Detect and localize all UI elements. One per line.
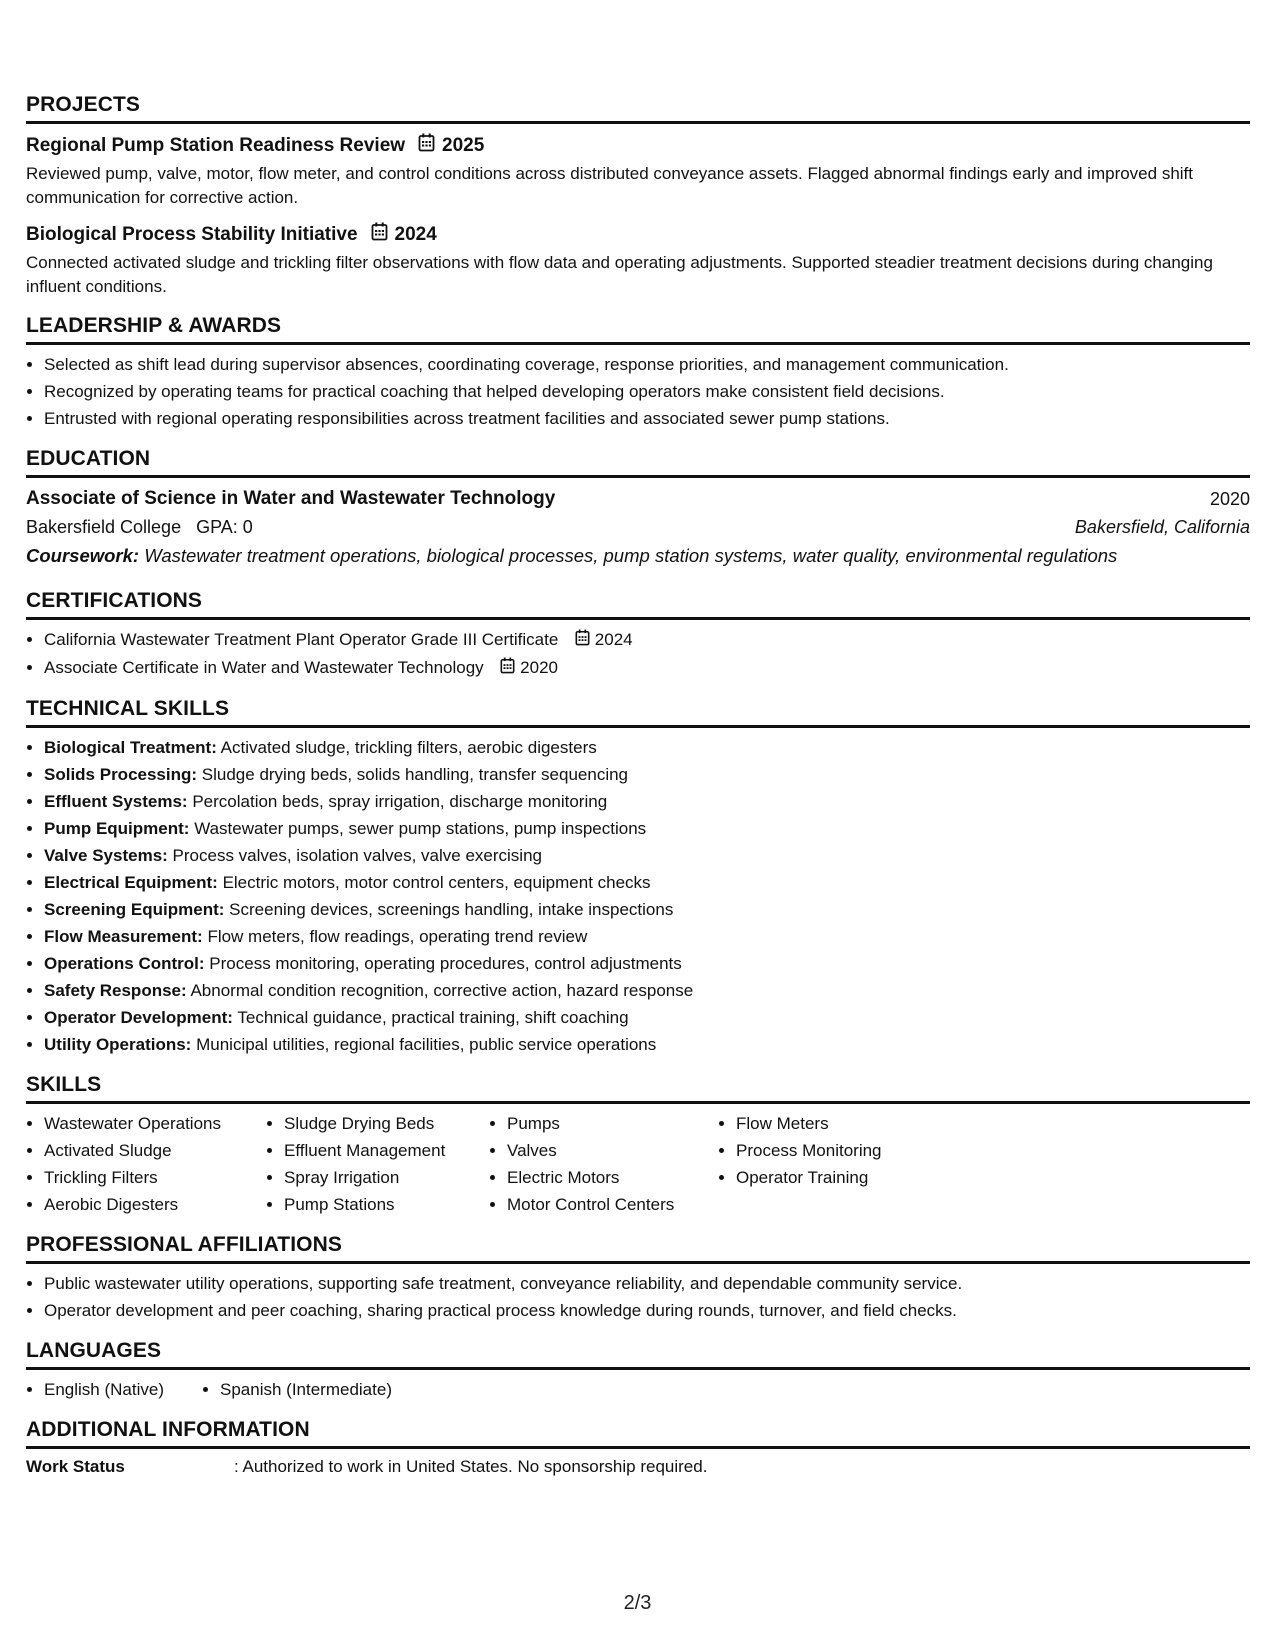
skill-detail: Sludge drying beds, solids handling, transfer sequencing	[201, 765, 629, 785]
technical-skill-item	[44, 1004, 1250, 1031]
skill-item: • Spray Irrigation	[284, 1164, 489, 1191]
list-item: • Recognized by operating teams for practical coaching that helped developing operators make consistent field decisions.	[44, 378, 1250, 405]
skill-category: Solids Processing:	[44, 765, 198, 785]
certification-year: 2024	[594, 630, 633, 649]
technical-skill-item	[44, 761, 1250, 788]
skills-column	[718, 1110, 936, 1218]
section-title: ADDITIONAL INFORMATION	[26, 1417, 1250, 1449]
graduation-year: 2020	[1209, 489, 1250, 509]
project-item	[26, 133, 1250, 210]
affiliations-list	[26, 1270, 1250, 1324]
certification-name: California Wastewater Treatment Plant Operator Grade III Certificate	[44, 630, 559, 649]
skill-item: • Operator Training	[736, 1164, 936, 1191]
certification-list	[26, 626, 1250, 682]
technical-skill-item	[44, 950, 1250, 977]
skill-category: Operations Control:	[44, 954, 205, 974]
technical-skill-item	[44, 788, 1250, 815]
technical-skill-item	[44, 842, 1250, 869]
project-name: Regional Pump Station Readiness Review	[26, 135, 406, 156]
list-item: • Public wastewater utility operations, supporting safe treatment, conveyance reliability, and dependable community service.	[44, 1270, 1250, 1297]
skills-grid	[26, 1110, 1250, 1218]
skills-column	[266, 1110, 489, 1218]
project-year: 2025	[442, 135, 485, 156]
skill-item: • Activated Sludge	[44, 1137, 266, 1164]
leadership-list	[26, 351, 1250, 432]
project-description: Reviewed pump, valve, motor, flow meter, and control conditions across distributed conveyance assets. Flagged abnormal findings early and improved shift communication for corrective action.	[26, 164, 1193, 207]
school-location: Bakersfield, California	[1074, 517, 1250, 537]
skills-column	[489, 1110, 718, 1218]
skill-category: Effluent Systems:	[44, 792, 188, 812]
technical-skill-item	[44, 896, 1250, 923]
calendar-icon	[500, 655, 515, 682]
technical-skill-item	[44, 1031, 1250, 1058]
technical-skill-item	[44, 869, 1250, 896]
calendar-icon	[418, 133, 435, 159]
section-title: CERTIFICATIONS	[26, 588, 1250, 620]
section-title: EDUCATION	[26, 446, 1250, 478]
section-title: LEADERSHIP & AWARDS	[26, 313, 1250, 345]
skill-item: • Wastewater Operations	[44, 1110, 266, 1137]
languages-list	[26, 1376, 1250, 1403]
skill-item: • Aerobic Digesters	[44, 1191, 266, 1218]
skill-item: • Electric Motors	[507, 1164, 718, 1191]
skill-item: • Trickling Filters	[44, 1164, 266, 1191]
page-number: 2/3	[623, 1592, 652, 1614]
skill-detail: Flow meters, flow readings, operating trend review	[207, 927, 588, 947]
education-section	[26, 446, 1250, 570]
coursework-text: Wastewater treatment operations, biological processes, pump station systems, water quality, environmental regulations	[144, 545, 1118, 566]
work-status-row	[26, 1454, 1250, 1480]
skill-category: Operator Development:	[44, 1008, 233, 1028]
certifications-section	[26, 588, 1250, 682]
technical-skill-item	[44, 734, 1250, 761]
skill-category: Utility Operations:	[44, 1035, 192, 1055]
skill-category: Biological Treatment:	[44, 738, 217, 758]
degree-name: Associate of Science in Water and Wastewater Technology	[26, 488, 556, 509]
project-description: Connected activated sludge and trickling filter observations with flow data and operating adjustments. Supported steadier treatment decisions during changing influent conditions.	[26, 253, 1213, 296]
skill-detail: Percolation beds, spray irrigation, discharge monitoring	[192, 792, 608, 812]
project-year: 2024	[394, 224, 437, 245]
technical-skills-section	[26, 696, 1250, 1058]
leadership-section	[26, 313, 1250, 432]
languages-section	[26, 1338, 1250, 1403]
technical-skill-item	[44, 815, 1250, 842]
projects-section	[26, 92, 1250, 299]
section-title: PROJECTS	[26, 92, 1250, 124]
skill-item: • Motor Control Centers	[507, 1191, 718, 1218]
skill-detail: Technical guidance, practical training, shift coaching	[237, 1008, 629, 1028]
school-name: Bakersfield College	[26, 517, 182, 537]
skills-column	[26, 1110, 266, 1218]
skill-detail: Activated sludge, trickling filters, aerobic digesters	[220, 738, 597, 758]
skill-detail: Electric motors, motor control centers, equipment checks	[222, 873, 651, 893]
skill-detail: Wastewater pumps, sewer pump stations, pump inspections	[194, 819, 647, 839]
certification-name: Associate Certificate in Water and Wastewater Technology	[44, 658, 484, 678]
section-title: PROFESSIONAL AFFILIATIONS	[26, 1232, 1250, 1264]
additional-info-section	[26, 1417, 1250, 1480]
skill-detail: Process valves, isolation valves, valve exercising	[172, 846, 542, 866]
skill-detail: Abnormal condition recognition, corrective action, hazard response	[190, 981, 694, 1001]
technical-skill-item	[44, 923, 1250, 950]
section-title: TECHNICAL SKILLS	[26, 696, 1250, 728]
affiliations-section	[26, 1232, 1250, 1324]
technical-skills-list	[26, 734, 1250, 1058]
project-name: Biological Process Stability Initiative	[26, 224, 358, 245]
certification-item	[44, 626, 1250, 654]
skill-category: Flow Measurement:	[44, 927, 203, 947]
skill-item: • Flow Meters	[736, 1110, 936, 1137]
work-status-value: : Authorized to work in United States. No sponsorship required.	[234, 1457, 708, 1477]
skill-item: • Valves	[507, 1137, 718, 1164]
gpa: GPA: 0	[196, 517, 253, 537]
skill-item: • Pump Stations	[284, 1191, 489, 1218]
skill-item: • Effluent Management	[284, 1137, 489, 1164]
project-item	[26, 222, 1250, 299]
skill-item: • Process Monitoring	[736, 1137, 936, 1164]
skill-category: Valve Systems:	[44, 846, 168, 866]
certification-year: 2020	[520, 658, 558, 678]
skill-category: Electrical Equipment:	[44, 873, 218, 893]
resume-page	[26, 92, 1250, 1480]
section-title: LANGUAGES	[26, 1338, 1250, 1370]
skill-item: • Sludge Drying Beds	[284, 1110, 489, 1137]
skill-category: Pump Equipment:	[44, 819, 190, 839]
technical-skill-item	[44, 977, 1250, 1004]
skills-section	[26, 1072, 1250, 1218]
list-item: • Operator development and peer coaching, sharing practical process knowledge during rounds, turnover, and field checks.	[44, 1297, 1250, 1324]
section-title: SKILLS	[26, 1072, 1250, 1104]
skill-item: • Pumps	[507, 1110, 718, 1137]
skill-category: Screening Equipment:	[44, 900, 225, 920]
skill-detail: Municipal utilities, regional facilities, public service operations	[196, 1035, 657, 1055]
coursework-label: Coursework:	[26, 545, 140, 566]
calendar-icon	[575, 627, 590, 654]
skill-detail: Process monitoring, operating procedures, control adjustments	[209, 954, 682, 974]
skill-detail: Screening devices, screenings handling, intake inspections	[229, 900, 674, 920]
language-item: • English (Native)	[44, 1376, 202, 1403]
skill-category: Safety Response:	[44, 981, 187, 1001]
language-item: • Spanish (Intermediate)	[220, 1376, 392, 1403]
work-status-label: Work Status	[26, 1457, 125, 1477]
coursework	[26, 542, 1250, 570]
list-item: • Selected as shift lead during supervisor absences, coordinating coverage, response priorities, and management communication.	[44, 351, 1250, 378]
list-item: • Entrusted with regional operating responsibilities across treatment facilities and associated sewer pump stations.	[44, 405, 1250, 432]
certification-item	[44, 654, 1250, 682]
calendar-icon	[371, 222, 388, 248]
